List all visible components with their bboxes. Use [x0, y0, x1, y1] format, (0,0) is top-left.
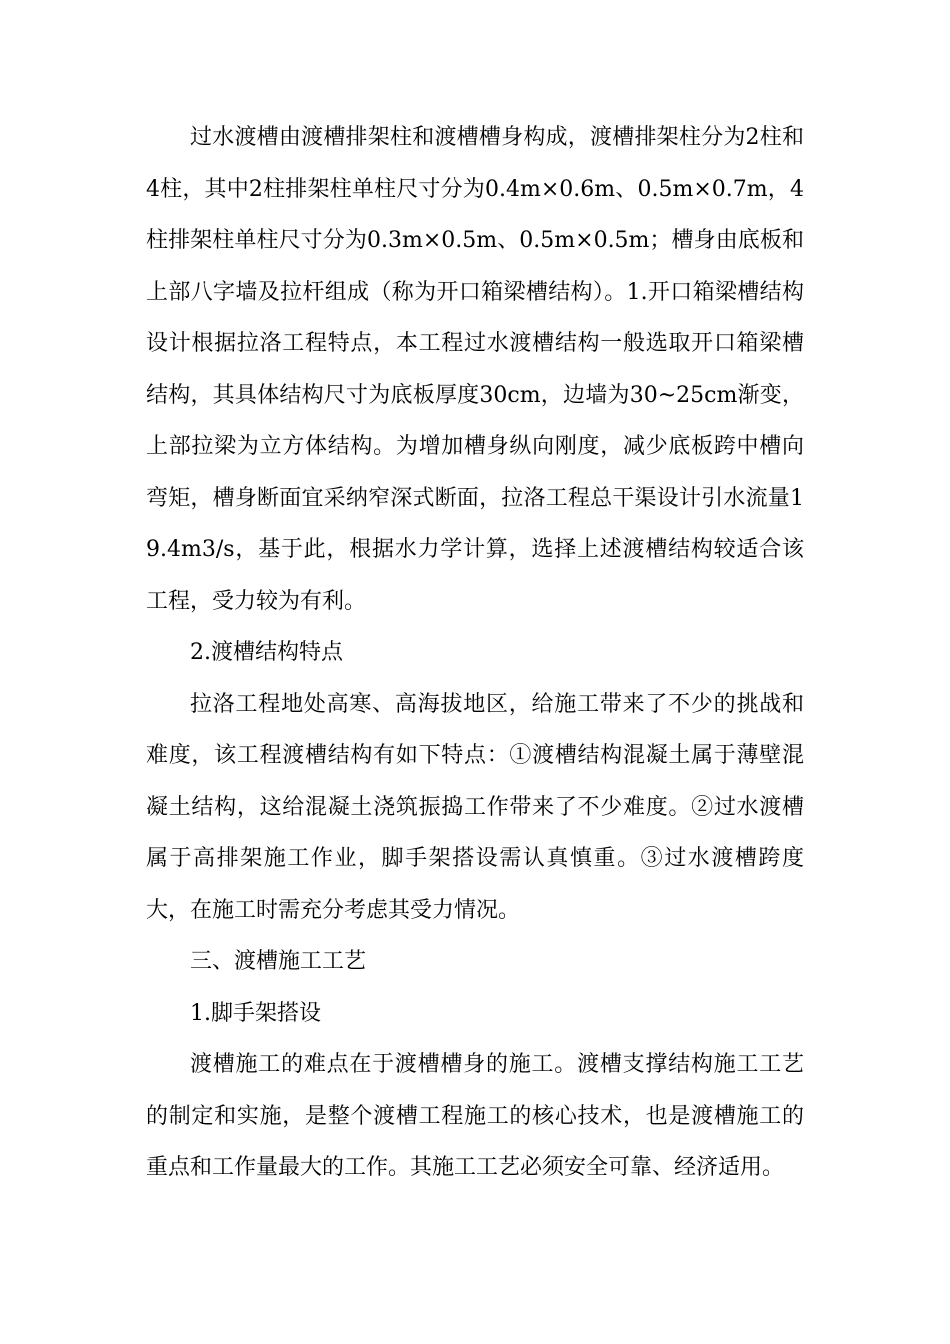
- paragraph-scaffolding: 渡槽施工的难点在于渡槽槽身的施工。渡槽支撑结构施工工艺的制定和实施，是整个渡槽工程施工的核心技术，也是渡槽施工的重点和工作量最大的工作。其施工工艺必须安全可靠、经济适用。: [146, 1052, 804, 1180]
- paragraph-aqueduct-structure: 过水渡槽由渡槽排架柱和渡槽槽身构成，渡槽排架柱分为2柱和4柱，其中2柱排架柱单柱尺寸分为0.4m×0.6m、0.5m×0.7m，4柱排架柱单柱尺寸分为0.3m×0.5m、0.5m×0.5m；槽身由底板和上部八字墙及拉杆组成（称为开口箱梁槽结构）。1.开口箱梁槽结构设计根据拉洛工程特点，本工程过水渡槽结构一般选取开口箱梁槽结构，其具体结构尺寸为底板厚度30cm，边墙为30~25cm渐变，上部拉梁为立方体结构。为增加槽身纵向刚度，减少底板跨中槽向弯矩，槽身断面宜采纳窄深式断面，拉洛工程总干渠设计引水流量19.4m3/s，基于此，根据水力学计算，选择上述渡槽结构较适合该工程，受力较为有利。: [146, 125, 804, 614]
- heading-construction-process: 三、渡槽施工工艺: [190, 949, 367, 974]
- paragraph-structure-features: 拉洛工程地处高寒、高海拔地区，给施工带来了不少的挑战和难度，该工程渡槽结构有如下特点：①渡槽结构混凝土属于薄壁混凝土结构，这给混凝土浇筑振捣工作带来了不少难度。②过水渡槽属于高排架施工作业，脚手架搭设需认真慎重。③过水渡槽跨度大，在施工时需充分考虑其受力情况。: [146, 691, 804, 923]
- heading-structure-features: 2.渡槽结构特点: [190, 640, 343, 665]
- document-body: [146, 112, 804, 1194]
- heading-scaffolding: 1.脚手架搭设: [190, 1000, 321, 1026]
